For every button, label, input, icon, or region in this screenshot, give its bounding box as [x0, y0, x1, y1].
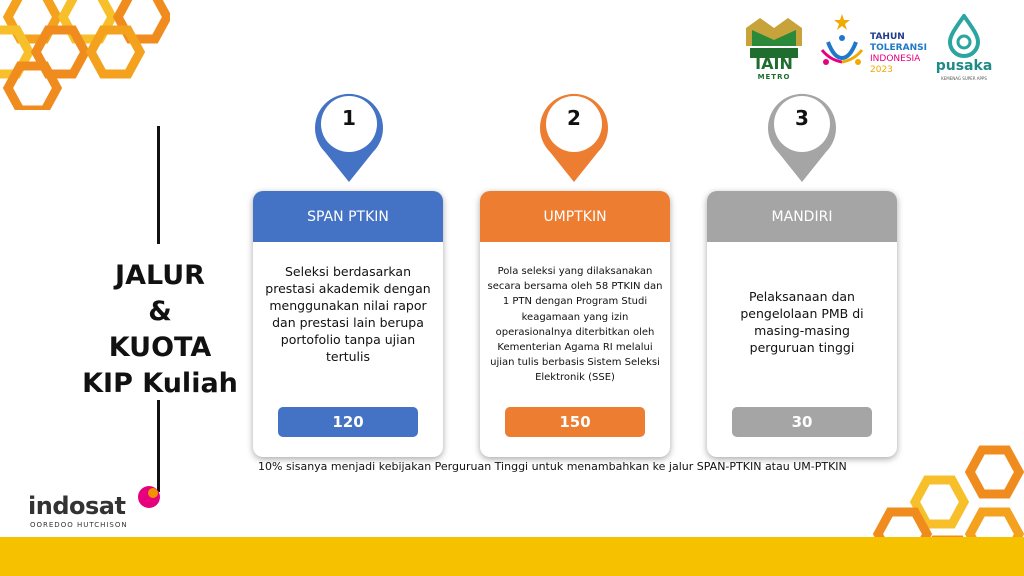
- step-pin-2: [534, 84, 614, 184]
- iain-logo-text: IAIN: [755, 54, 793, 73]
- step-pin-3: [762, 84, 842, 184]
- card-title: MANDIRI: [707, 191, 897, 242]
- pusaka-logo: [934, 14, 994, 84]
- quota-badge: 120: [278, 407, 418, 437]
- side-title: [60, 258, 260, 402]
- iain-metro-logo: [740, 16, 808, 84]
- tahun-logo-line-2: TOLERANSI: [870, 43, 927, 53]
- footer-bar: [0, 537, 1024, 576]
- card-description: Pelaksanaan dan pengelolaan PMB di masing-masing perguruan tinggi: [740, 289, 864, 355]
- step-number: 3: [795, 106, 809, 130]
- side-title-line-3: KUOTA: [108, 332, 212, 363]
- side-title-line-4: KIP Kuliah: [82, 368, 238, 399]
- indosat-logo-text: indosat: [28, 492, 126, 520]
- pusaka-logo-subtext: KEMENAG SUPER APPS: [941, 76, 987, 81]
- card-title: UMPTKIN: [480, 191, 670, 242]
- quota-badge: 150: [505, 407, 645, 437]
- indosat-dot-icon: [136, 484, 162, 510]
- step-pin-1: [309, 84, 389, 184]
- divider-top: [157, 126, 160, 244]
- divider-bottom: [157, 400, 160, 492]
- card-description: Seleksi berdasarkan prestasi akademik dengan menggunakan nilai rapor dan prestasi lain berupa portofolio tanpa ujian tertulis: [265, 264, 431, 364]
- tahun-logo-line-1: TAHUN: [870, 32, 905, 42]
- card-title: SPAN PTKIN: [253, 191, 443, 242]
- tahun-toleransi-logo: [820, 14, 935, 84]
- hex-pattern-top-left: [0, 0, 170, 110]
- map-pin-icon: [762, 84, 842, 184]
- side-title-line-2: &: [148, 296, 172, 327]
- step-number: 1: [342, 106, 356, 130]
- indosat-logo-subtext: OOREDOO HUTCHISON: [30, 521, 128, 529]
- pusaka-logo-text: pusaka: [935, 58, 993, 74]
- quota-badge: 30: [732, 407, 872, 437]
- tahun-logo-line-3: INDONESIA: [870, 54, 921, 64]
- iain-logo-subtext: METRO: [757, 73, 791, 81]
- map-pin-icon: [309, 84, 389, 184]
- side-title-line-1: JALUR: [115, 260, 205, 291]
- toleransi-emblem-icon: [820, 14, 864, 74]
- map-pin-icon: [534, 84, 614, 184]
- card-description: Pola seleksi yang dilaksanakan secara bersama oleh 58 PTKIN dan 1 PTN dengan Program Studi keagamaan yang izin operasionalnya diterbitkan oleh Kementerian Agama RI melalui ujian tulis berbasis Sistem Seleksi Elektronik (SSE): [487, 266, 663, 384]
- card-umptkin: [480, 191, 670, 457]
- indosat-logo: [28, 488, 178, 538]
- card-span-ptkin: [253, 191, 443, 457]
- tahun-logo-line-4: 2023: [870, 65, 893, 75]
- footnote: 10% sisanya menjadi kebijakan Perguruan Tinggi untuk menambahkan ke jalur SPAN-PTKIN atau UM-PTKIN: [258, 460, 847, 473]
- pusaka-drop-icon: [944, 14, 984, 58]
- card-mandiri: [707, 191, 897, 457]
- step-number: 2: [567, 106, 581, 130]
